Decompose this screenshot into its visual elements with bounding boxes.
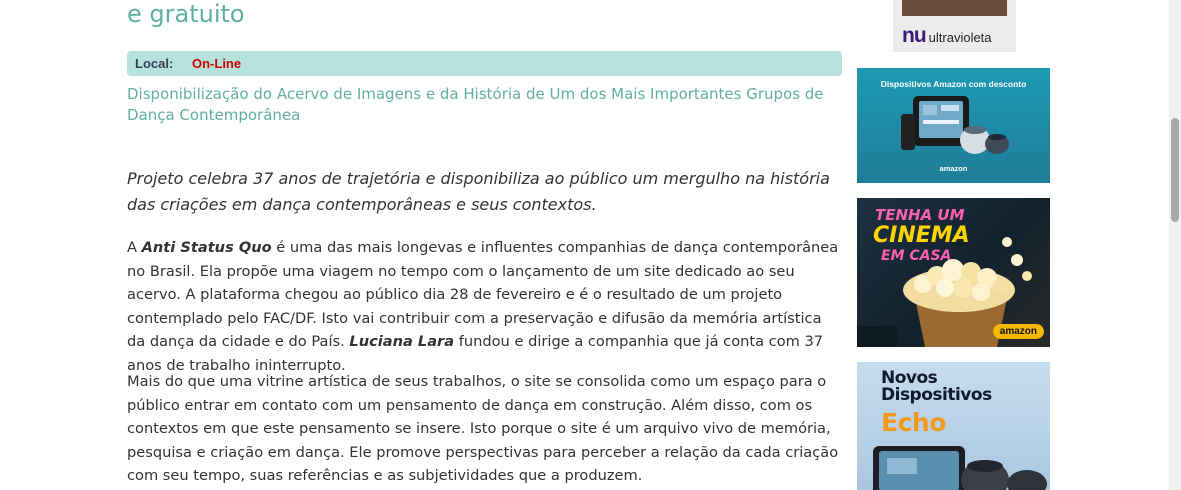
article-paragraph-2: Mais do que uma vitrine artística de seus trabalhos, o site se consolida como um espaço para o público entrar em contato com um pensamento de dança em construção. Além disso, com os contextos em que este pensamento se insere. Isto porque o site é um arquivo vivo de memória, pesquisa e criação em dança. Ele promove perspectivas para perceber a relação da cada criação com seu tempo, suas referências e as subjetividades que a produzem. [127, 373, 839, 484]
nubank-mark: nu [902, 24, 926, 47]
article-subtitle: Disponibilização do Acervo de Imagens e da História de Um dos Mais Importantes Grupos de Dança Contemporânea [127, 85, 824, 124]
location-value: On-Line [192, 56, 242, 71]
ad-nubank-ultravioleta[interactable] [893, 0, 1016, 52]
echo-show-illustration [857, 362, 1050, 490]
ad-cinema-line1: TENHA UM [875, 206, 965, 224]
ad-novos-line1: Novos [881, 368, 938, 388]
ad-cinema-line3: EM CASA [881, 248, 952, 264]
ad-echo-headline: Dispositivos Amazon com desconto [880, 79, 1027, 89]
article-paragraph-1 [127, 236, 842, 377]
ad-nubank-photo [902, 0, 1007, 16]
ad-novos-dispositivos-echo[interactable] [857, 362, 1050, 490]
ad-cinema-em-casa[interactable] [857, 198, 1050, 347]
p1-text-c: é uma das mais longevas e influentes companhias de dança contemporânea no Brasil. Ela propõe uma viagem no tempo com o lançamento de um site dedicado ao seu acervo. A plataforma chegou ao público dia 28 de fevereiro e é o resultado de um projeto contemplado pelo FAC/DF. Isto vai contribuir com a preservação e difusão da memória artística da dança da cidade e do País. [127, 239, 839, 350]
ad-novos-line2: Dispositivos [881, 385, 992, 405]
ad-novos-line3: Echo [881, 408, 946, 437]
company-name: Anti Status Quo [141, 239, 272, 256]
nubank-logo-text: ultravioleta [928, 30, 992, 45]
p1-text-e: fundou e dirige a companhia que já conta com 37 anos de trabalho ininterrupto. [127, 333, 824, 374]
location-label: Local: [135, 56, 174, 71]
scrollbar-thumb[interactable] [1171, 118, 1179, 222]
p1-text-a: A [127, 239, 142, 256]
page-scrollbar[interactable] [1169, 0, 1181, 490]
article-lead: Projeto celebra 37 anos de trajetória e disponibiliza ao público um mergulho na história das criações em dança contemporâneas e seus contextos. [127, 169, 830, 214]
ad-cinema-amazon-badge: amazon [993, 324, 1044, 339]
nubank-logo [902, 24, 992, 48]
ad-amazon-echo-devices[interactable] [857, 68, 1050, 183]
location-bar [127, 51, 842, 76]
founder-name: Luciana Lara [349, 333, 455, 350]
ad-cinema-line2: CINEMA [873, 223, 970, 248]
article-title: e gratuito [127, 0, 245, 28]
ad-echo-brand: amazon [939, 164, 968, 173]
